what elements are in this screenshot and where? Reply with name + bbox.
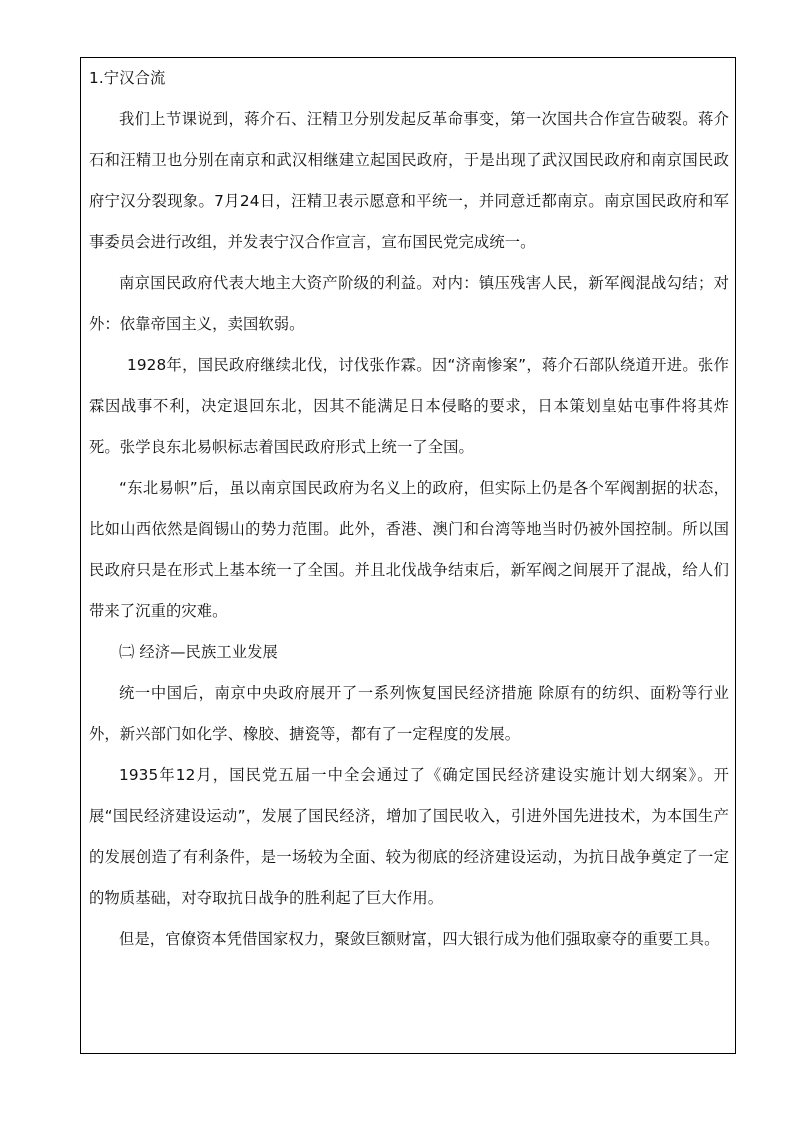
paragraph-northeast-flag-change: “东北易帜”后，虽以南京国民政府为名义上的政府，但实际上仍是各个军阀割据的状态，比如山西依然是阎锡山的势力范围。此外，香港、澳门和台湾等地当时仍被外国控制。所以国民政府只是在形式上基本统一了全国。并且北伐战争结束后，新军阀之间展开了混战，给人们带来了沉重的灾难。 (89, 479, 729, 620)
paragraph-bureaucratic-capital: 但是，官僚资本凭借国家权力，聚敛巨额财富，四大银行成为他们强取豪夺的重要工具。 (119, 930, 720, 948)
paragraph-1928-northern-expedition: 1928年，国民政府继续北伐，讨伐张作霖。因“济南惨案”，蒋介石部队绕道开进。张作霖因战事不利，决定退回东北，因其不能满足日本侵略的要求，日本策划皇姑屯事件将其炸死。张学良东北易帜标志着国民政府形式上统一了全国。 (89, 356, 729, 456)
paragraph-nanjing-interests: 南京国民政府代表大地主大资产阶级的利益。对内：镇压残害人民，新军阀混战勾结；对外：依靠帝国主义，卖国软弱。 (89, 274, 729, 333)
paragraph-1935-plan: 1935年12月，国民党五届一中全会通过了《确定国民经济建设实施计划大纲案》。开展“国民经济建设运动”，发展了国民经济，增加了国民收入，引进外国先进技术，为本国生产的发展创造了有利条件，是一场较为全面、较为彻底的经济建设运动，为抗日战争奠定了一定的物质基础，对夺取抗日战争的胜利起了巨大作用。 (89, 766, 729, 907)
document-frame (80, 57, 736, 1054)
paragraph-split: 我们上节课说到，蒋介石、汪精卫分别发起反革命事变，第一次国共合作宣告破裂。蒋介石和汪精卫也分别在南京和武汉相继建立起国民政府，于是出现了武汉国民政府和南京国民政府宁汉分裂现象。7月24日，汪精卫表示愿意和平统一，并同意迁都南京。南京国民政府和军事委员会进行改组，并发表宁汉合作宣言，宣布国民党完成统一。 (89, 110, 729, 251)
paragraph-economic-measures: 统一中国后，南京中央政府展开了一系列恢复国民经济措施 除原有的纺织、面粉等行业外，新兴部门如化学、橡胶、搪瓷等，都有了一定程度的发展。 (89, 684, 729, 743)
subheading-economy: ㈡ 经济—民族工业发展 (119, 643, 278, 661)
section-title: 1.宁汉合流 (89, 69, 166, 87)
document-body (89, 58, 729, 960)
